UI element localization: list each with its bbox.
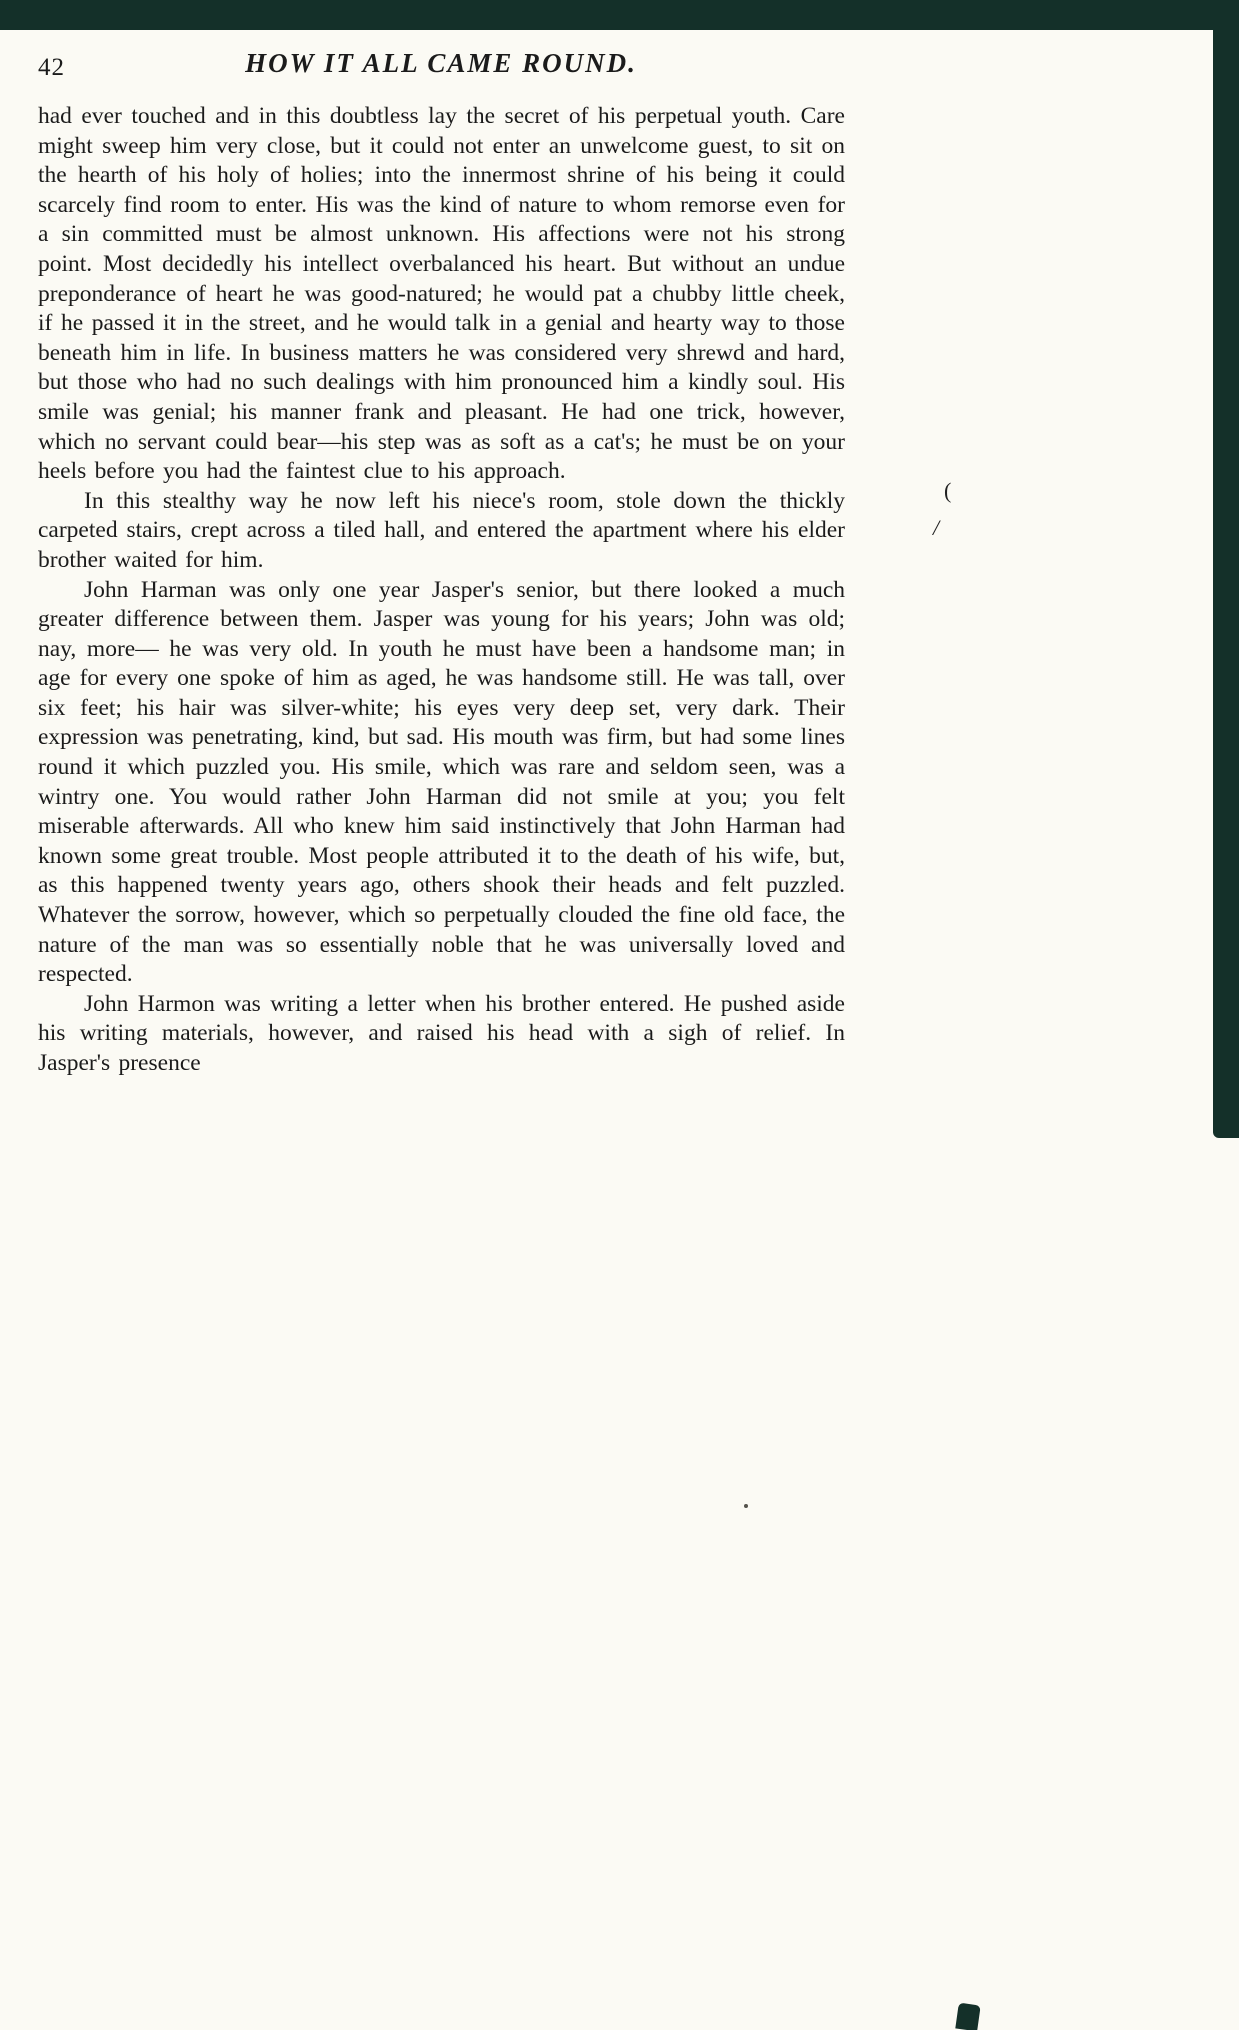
scan-artifact: ( <box>944 478 952 503</box>
paragraph: In this stealthy way he now left his niece's room, stole down the thickly carpeted stairs, crept across a tiled hall, and entered the apartment where his elder brother waited for him. <box>38 487 845 573</box>
page-number: 42 <box>38 54 65 81</box>
binding-corner-mark <box>955 2003 980 2030</box>
body-text <box>38 102 845 1079</box>
binding-edge-top <box>0 0 1239 30</box>
paragraph: had ever touched and in this doubtless lay the secret of his perpetual youth. Care might sweep him very close, but it could not enter an unwelcome guest, to sit on the hearth of his holy of holies; into the innermost shrine of his being it could scarcely find room to enter. His was the kind of nature to whom remorse even for a sin committed must be almost unknown. His affections were not his strong point. Most decidedly his intellect overbalanced his heart. But without an undue preponderance of heart he was good-natured; he would pat a chubby little cheek, if he passed it in the street, and he would talk in a genial and hearty way to those beneath him in life. In business matters he was considered very shrewd and hard, but those who had no such dealings with him pronounced him a kindly soul. His smile was genial; his manner frank and pleasant. He had one trick, however, which no servant could bear—his step was as soft as a cat's; he must be on your heels before you had the faintest clue to his approach. <box>38 103 845 485</box>
running-header <box>38 48 844 82</box>
scan-artifact: / <box>933 515 940 540</box>
page-title: HOW IT ALL CAME ROUND. <box>245 48 637 78</box>
paragraph: John Harman was only one year Jasper's senior, but there looked a much greater difference between them. Jasper was young for his years; John was old; nay, more— he was very old. In youth he must have been a handsome man; in age for every one spoke of him as aged, he was handsome still. He was tall, over six feet; his hair was silver-white; his eyes very deep set, very dark. Their expression was penetrating, kind, but sad. His mouth was firm, but had some lines round it which puzzled you. His smile, which was rare and seldom seen, was a wintry one. You would rather John Harman did not smile at you; you felt miserable afterwards. All who knew him said instinctively that John Harman had known some great trouble. Most people attributed it to the death of his wife, but, as this happened twenty years ago, others shook their heads and felt puzzled. Whatever the sorrow, however, which so perpetually clouded the fine old face, the nature of the man was so essentially noble that he was universally loved and respected. <box>38 576 845 988</box>
binding-edge-right <box>1213 0 1239 1138</box>
paragraph: John Harmon was writing a letter when his brother entered. He pushed aside his writing materials, however, and raised his head with a sigh of relief. In Jasper's presence <box>38 990 845 1076</box>
scan-artifact-dot <box>744 1504 748 1508</box>
